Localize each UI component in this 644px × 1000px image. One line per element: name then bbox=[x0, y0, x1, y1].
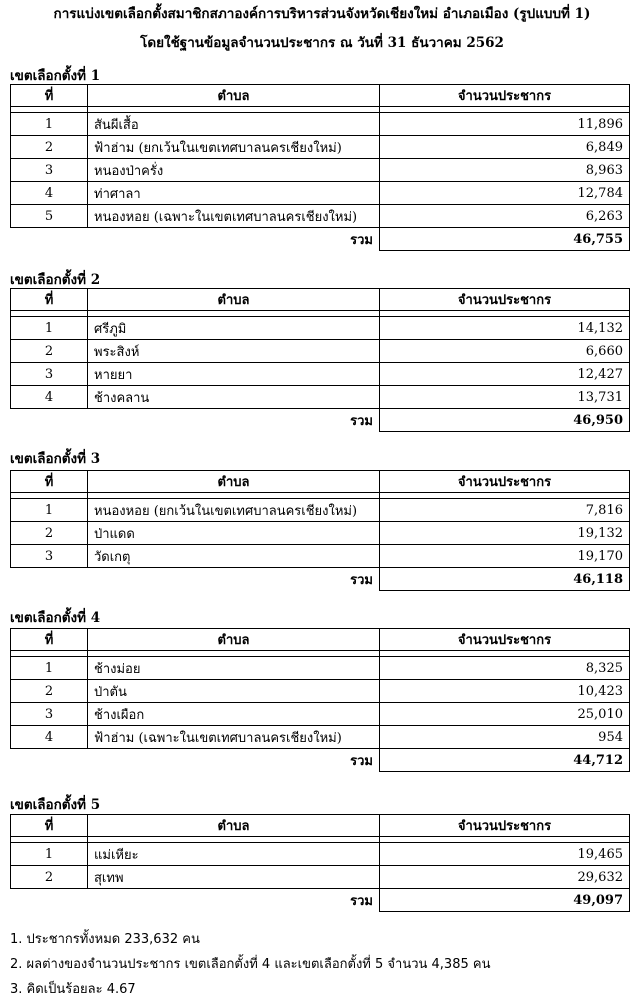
row-number: 2 bbox=[11, 340, 88, 363]
header-row bbox=[11, 629, 630, 651]
total-label: รวม bbox=[350, 893, 373, 909]
table-row bbox=[11, 136, 630, 159]
population-value: 25,010 bbox=[380, 703, 630, 726]
subdistrict-name: หนองหอย (ยกเว้นในเขตเทศบาลนครเชียงใหม่) bbox=[88, 499, 380, 522]
table-row bbox=[11, 680, 630, 703]
population-value: 19,170 bbox=[380, 545, 630, 568]
table-row bbox=[11, 499, 630, 522]
table-row bbox=[11, 159, 630, 182]
row-number: 1 bbox=[11, 113, 88, 136]
total-row bbox=[11, 568, 630, 591]
document-title: การแบ่งเขตเลือกตั้งสมาชิกสภาองค์การบริหารส่วนจังหวัดเชียงใหม่ อำเภอเมือง (รูปแบบที่ 1) bbox=[53, 6, 591, 22]
header-population: จำนวนประชากร bbox=[380, 85, 630, 107]
subdistrict-name: ช้างเผือก bbox=[88, 703, 380, 726]
district-table bbox=[10, 288, 630, 432]
header-row bbox=[11, 85, 630, 107]
district-table bbox=[10, 470, 630, 591]
header-subdistrict: ตำบล bbox=[88, 85, 380, 107]
table-row bbox=[11, 657, 630, 680]
population-value: 29,632 bbox=[380, 866, 630, 889]
row-number: 4 bbox=[11, 182, 88, 205]
population-value: 954 bbox=[380, 726, 630, 749]
population-value: 8,325 bbox=[380, 657, 630, 680]
total-value: 44,712 bbox=[380, 749, 630, 772]
header-no: ที่ bbox=[11, 629, 88, 651]
table-row bbox=[11, 113, 630, 136]
row-number: 1 bbox=[11, 499, 88, 522]
subdistrict-name: แม่เหียะ bbox=[88, 843, 380, 866]
row-number: 5 bbox=[11, 205, 88, 228]
total-label: รวม bbox=[350, 413, 373, 429]
table-row bbox=[11, 866, 630, 889]
table-row bbox=[11, 205, 630, 228]
population-value: 10,423 bbox=[380, 680, 630, 703]
subdistrict-name: หนองหอย (เฉพาะในเขตเทศบาลนครเชียงใหม่) bbox=[88, 205, 380, 228]
table-row bbox=[11, 363, 630, 386]
population-value: 19,465 bbox=[380, 843, 630, 866]
subdistrict-name: หายยา bbox=[88, 363, 380, 386]
row-number: 3 bbox=[11, 363, 88, 386]
header-population: จำนวนประชากร bbox=[380, 471, 630, 493]
header-no: ที่ bbox=[11, 85, 88, 107]
subdistrict-name: ช้างม่อย bbox=[88, 657, 380, 680]
population-value: 12,784 bbox=[380, 182, 630, 205]
population-value: 8,963 bbox=[380, 159, 630, 182]
header-population: จำนวนประชากร bbox=[380, 289, 630, 311]
district-title: เขตเลือกตั้งที่ 3 bbox=[10, 451, 101, 467]
row-number: 2 bbox=[11, 680, 88, 703]
row-number: 1 bbox=[11, 657, 88, 680]
population-value: 12,427 bbox=[380, 363, 630, 386]
table-row bbox=[11, 386, 630, 409]
total-row bbox=[11, 889, 630, 912]
total-row bbox=[11, 228, 630, 251]
note-1: 1. ประชากรทั้งหมด 233,632 คน bbox=[10, 932, 200, 947]
subdistrict-name: หนองป่าครั่ง bbox=[88, 159, 380, 182]
total-label: รวม bbox=[350, 572, 373, 588]
table-row bbox=[11, 843, 630, 866]
population-value: 6,263 bbox=[380, 205, 630, 228]
total-label: รวม bbox=[350, 232, 373, 248]
district-table bbox=[10, 814, 630, 912]
row-number: 1 bbox=[11, 843, 88, 866]
table-row bbox=[11, 703, 630, 726]
district-title: เขตเลือกตั้งที่ 5 bbox=[10, 797, 101, 813]
header-population: จำนวนประชากร bbox=[380, 629, 630, 651]
row-number: 2 bbox=[11, 522, 88, 545]
total-row bbox=[11, 409, 630, 432]
table-row bbox=[11, 317, 630, 340]
subdistrict-name: ป่าตัน bbox=[88, 680, 380, 703]
header-row bbox=[11, 815, 630, 837]
subdistrict-name: สุเทพ bbox=[88, 866, 380, 889]
document-subtitle: โดยใช้ฐานข้อมูลจำนวนประชากร ณ วันที่ 31 ธันวาคม 2562 bbox=[140, 35, 504, 51]
header-subdistrict: ตำบล bbox=[88, 815, 380, 837]
row-number: 3 bbox=[11, 545, 88, 568]
total-value: 46,118 bbox=[380, 568, 630, 591]
row-number: 4 bbox=[11, 726, 88, 749]
subdistrict-name: ช้างคลาน bbox=[88, 386, 380, 409]
note-2: 2. ผลต่างของจำนวนประชากร เขตเลือกตั้งที่ 4 และเขตเลือกตั้งที่ 5 จำนวน 4,385 คน bbox=[10, 957, 491, 972]
header-subdistrict: ตำบล bbox=[88, 471, 380, 493]
header-row bbox=[11, 289, 630, 311]
header-no: ที่ bbox=[11, 289, 88, 311]
population-value: 7,816 bbox=[380, 499, 630, 522]
table-row bbox=[11, 545, 630, 568]
population-value: 6,849 bbox=[380, 136, 630, 159]
population-value: 6,660 bbox=[380, 340, 630, 363]
total-label: รวม bbox=[350, 753, 373, 769]
subdistrict-name: ท่าศาลา bbox=[88, 182, 380, 205]
population-value: 19,132 bbox=[380, 522, 630, 545]
district-table bbox=[10, 84, 630, 251]
total-value: 49,097 bbox=[380, 889, 630, 912]
row-number: 4 bbox=[11, 386, 88, 409]
table-row bbox=[11, 340, 630, 363]
header-no: ที่ bbox=[11, 815, 88, 837]
header-subdistrict: ตำบล bbox=[88, 629, 380, 651]
subdistrict-name: ศรีภูมิ bbox=[88, 317, 380, 340]
population-value: 11,896 bbox=[380, 113, 630, 136]
header-subdistrict: ตำบล bbox=[88, 289, 380, 311]
table-row bbox=[11, 182, 630, 205]
header-population: จำนวนประชากร bbox=[380, 815, 630, 837]
header-no: ที่ bbox=[11, 471, 88, 493]
row-number: 2 bbox=[11, 866, 88, 889]
subdistrict-name: สันผีเสื้อ bbox=[88, 113, 380, 136]
row-number: 2 bbox=[11, 136, 88, 159]
district-table bbox=[10, 628, 630, 772]
population-value: 13,731 bbox=[380, 386, 630, 409]
district-title: เขตเลือกตั้งที่ 4 bbox=[10, 610, 101, 626]
note-3: 3. คิดเป็นร้อยละ 4.67 bbox=[10, 982, 136, 997]
row-number: 3 bbox=[11, 159, 88, 182]
district-title: เขตเลือกตั้งที่ 2 bbox=[10, 272, 101, 288]
subdistrict-name: พระสิงห์ bbox=[88, 340, 380, 363]
subdistrict-name: ฟ้าฮ่าม (เฉพาะในเขตเทศบาลนครเชียงใหม่) bbox=[88, 726, 380, 749]
subdistrict-name: วัดเกตุ bbox=[88, 545, 380, 568]
row-number: 3 bbox=[11, 703, 88, 726]
subdistrict-name: ฟ้าฮ่าม (ยกเว้นในเขตเทศบาลนครเชียงใหม่) bbox=[88, 136, 380, 159]
row-number: 1 bbox=[11, 317, 88, 340]
total-value: 46,950 bbox=[380, 409, 630, 432]
table-row bbox=[11, 522, 630, 545]
header-row bbox=[11, 471, 630, 493]
population-value: 14,132 bbox=[380, 317, 630, 340]
subdistrict-name: ป่าแดด bbox=[88, 522, 380, 545]
total-value: 46,755 bbox=[380, 228, 630, 251]
table-row bbox=[11, 726, 630, 749]
total-row bbox=[11, 749, 630, 772]
district-title: เขตเลือกตั้งที่ 1 bbox=[10, 68, 101, 84]
